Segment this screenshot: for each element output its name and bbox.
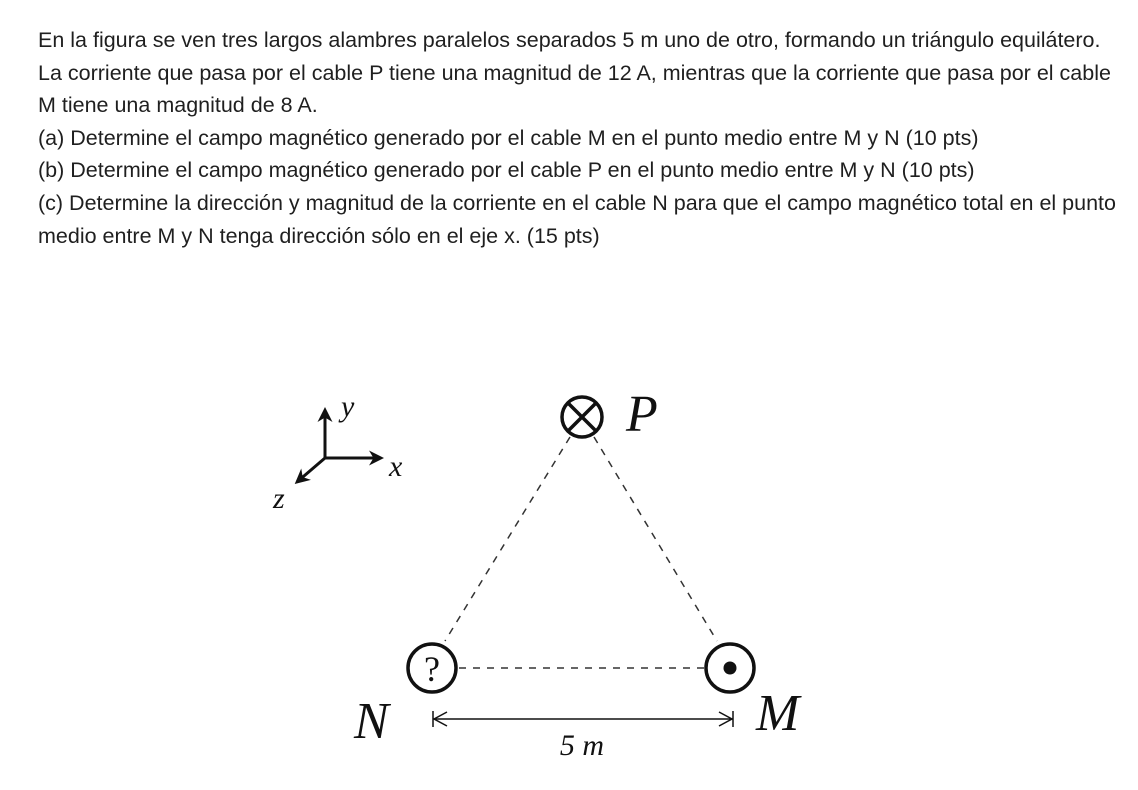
problem-part-c: (c) Determine la dirección y magnitud de la corriente en el cable N para que el campo magnético total en el punto medio entre M y N tenga dirección sólo en el eje x. (15 pts) [38,190,1116,248]
y-axis-label: y [341,390,355,423]
unknown-current-symbol: ? [424,649,440,689]
x-axis-label: x [389,450,403,483]
wire-n-label: N [354,693,389,750]
problem-intro: En la figura se ven tres largos alambres paralelos separados 5 m uno de otro, formando un triángulo equilátero. La corriente que pasa por el cable P tiene una magnitud de 12 A, mientras que la corriente que pasa por el cable M tiene una magnitud de 8 A. [38,28,1111,118]
z-axis-label: z [273,482,285,515]
out-of-page-dot-icon [724,662,737,675]
wire-p-label: P [626,386,658,443]
distance-marker [433,711,733,762]
side-p-n [445,437,570,641]
problem-part-b: (b) Determine el campo magnético generado por el cable P en el punto medio entre M y N (10 pts) [38,158,975,183]
z-axis-arrow [297,458,325,482]
axes-icon [272,390,403,515]
problem-part-a: (a) Determine el campo magnético generado por el cable M en el punto medio entre M y N (10 pts) [38,125,979,150]
distance-label: 5 m [559,729,605,762]
wire-m-label: M [756,685,800,742]
triangle-sides [445,437,717,668]
side-p-m [594,437,717,641]
wire-m [706,644,802,742]
wire-p [562,386,658,443]
wire-n [353,644,456,750]
